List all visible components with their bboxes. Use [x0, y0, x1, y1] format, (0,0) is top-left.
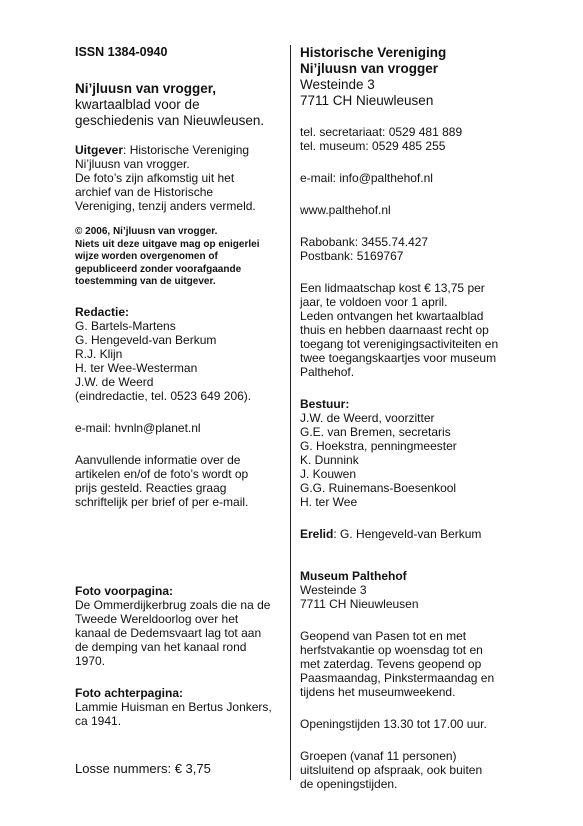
board-member: H. ter Wee — [300, 495, 358, 509]
board-block — [300, 397, 515, 509]
copyright-line: gepubliceerd zonder voorafgaande — [75, 263, 242, 275]
publisher-label: Uitgever — [75, 143, 124, 157]
bank-block — [300, 235, 515, 263]
back-photo-caption-line: ca 1941. — [75, 713, 122, 728]
colophon-right-column — [300, 45, 515, 791]
opening-line: herfstvakantie op woensdag tot en — [300, 643, 483, 657]
org-email: e-mail: info@palthehof.nl — [300, 171, 433, 185]
back-photo-block — [75, 686, 280, 728]
board-member: J. Kouwen — [300, 467, 357, 481]
membership-line: Leden ontvangen het kwartaalblad — [300, 309, 484, 323]
museum-title: Museum Palthehof — [300, 569, 407, 583]
editorial-email: e-mail: hvnln@planet.nl — [75, 420, 201, 435]
publisher-text: Ni’jluusn van vrogger. — [75, 157, 190, 171]
back-photo-caption-line: Lammie Huisman en Bertus Jonkers, — [75, 699, 272, 714]
opening-line: tijdens het museumweekend. — [300, 685, 456, 699]
magazine-subtitle-line: geschiedenis van Nieuwleusen. — [75, 113, 265, 128]
editor-name: R.J. Klijn — [75, 346, 123, 361]
bank-line: Rabobank: 3455.74.427 — [300, 235, 429, 249]
membership-line: jaar, te voldoen voor 1 april. — [300, 295, 448, 309]
copyright-line: © 2006, Ni’jluusn van vrogger. — [75, 226, 218, 237]
magazine-title-block — [75, 81, 280, 129]
editor-name: J.W. de Weerd — [75, 374, 154, 389]
issn: ISSN 1384-0940 — [75, 45, 168, 59]
org-title: Ni’jluusn van vrogger — [300, 61, 439, 76]
copyright-notice — [75, 226, 280, 289]
board-label: Bestuur: — [300, 397, 350, 411]
back-photo-label: Foto achterpagina: — [75, 685, 184, 700]
board-member: K. Dunnink — [300, 453, 359, 467]
groups-line: de openingstijden. — [300, 777, 398, 791]
opening-line: Paasmaandag, Pinkstermaandag en — [300, 671, 495, 685]
front-photo-block — [75, 584, 280, 668]
front-photo-caption-line: 1970. — [75, 653, 106, 668]
front-photo-caption-line: kanaal de Dedemsvaart lag tot aan — [75, 625, 262, 640]
magazine-title: Ni’jluusn van vrogger, — [75, 81, 217, 96]
single-issue-price: Losse nummers: € 3,75 — [75, 760, 211, 776]
colophon-left-column — [75, 45, 280, 776]
org-address-line: Westeinde 3 — [300, 77, 375, 92]
info-line: prijs gesteld. Reacties graag — [75, 480, 227, 495]
info-line: Aanvullende informatie over de — [75, 452, 241, 467]
groups-line: uitsluitend op afspraak, ook buiten — [300, 763, 483, 777]
editor-note: (eindredactie, tel. 0523 649 206). — [75, 388, 252, 403]
copyright-line: toestemming van de uitgever. — [75, 276, 216, 287]
publisher-text: Vereniging, tenzij anders vermeld. — [75, 199, 256, 213]
editorial-block — [75, 305, 280, 403]
editor-name: H. ter Wee-Westerman — [75, 360, 198, 375]
publisher-text: De foto’s zijn afkomstig uit het — [75, 171, 235, 185]
publisher-text: archief van de Historische — [75, 185, 214, 199]
opening-hours: Openingstijden 13.30 tot 17.00 uur. — [300, 717, 487, 731]
info-line: artikelen en/of de foto’s wordt op — [75, 466, 249, 481]
honorary-member-label: Erelid — [300, 527, 334, 541]
museum-block — [300, 569, 515, 611]
groups-paragraph — [300, 749, 515, 791]
board-member: G. Hoekstra, penningmeester — [300, 439, 457, 453]
board-member: G.E. van Bremen, secretaris — [300, 425, 451, 439]
phone-line: tel. museum: 0529 485 255 — [300, 139, 446, 153]
museum-opening-paragraph — [300, 629, 515, 699]
membership-line: toegang tot verenigingsactiviteiten en — [300, 337, 499, 351]
org-title: Historische Vereniging — [300, 45, 447, 60]
editorial-label: Redactie: — [75, 304, 130, 319]
magazine-subtitle-line: kwartaalblad voor de — [75, 97, 200, 112]
publisher-text: : Historische Vereniging — [123, 143, 250, 157]
front-photo-caption-line: de demping van het kanaal rond — [75, 639, 247, 654]
board-member: J.W. de Weerd, voorzitter — [300, 411, 435, 425]
bank-line: Postbank: 5169767 — [300, 249, 404, 263]
membership-line: twee toegangskaartjes voor museum — [300, 351, 497, 365]
publisher-block — [75, 143, 280, 213]
phone-line: tel. secretariaat: 0529 481 889 — [300, 125, 463, 139]
front-photo-caption-line: De Ommerdijkerbrug zoals die na de — [75, 597, 271, 612]
org-website: www.palthehof.nl — [300, 203, 391, 217]
membership-line: thuis en hebben daarnaast recht op — [300, 323, 489, 337]
honorary-member — [300, 527, 515, 541]
phone-block — [300, 125, 515, 153]
front-photo-label: Foto voorpagina: — [75, 583, 173, 598]
groups-line: Groepen (vanaf 11 personen) — [300, 749, 457, 763]
info-line: schriftelijk per brief of per e-mail. — [75, 494, 249, 509]
column-divider — [290, 45, 291, 780]
front-photo-caption-line: Tweede Wereldoorlog over het — [75, 611, 239, 626]
honorary-member-name: : G. Hengeveld-van Berkum — [333, 527, 482, 541]
org-address-line: 7711 CH Nieuwleusen — [300, 93, 434, 108]
opening-line: Geopend van Pasen tot en met — [300, 629, 467, 643]
editor-name: G. Hengeveld-van Berkum — [75, 332, 217, 347]
editor-name: G. Bartels-Martens — [75, 318, 176, 333]
org-title-block — [300, 45, 515, 109]
info-paragraph — [75, 453, 280, 509]
membership-line: Een lidmaatschap kost € 13,75 per — [300, 281, 485, 295]
museum-address-line: 7711 CH Nieuwleusen — [300, 597, 419, 611]
opening-line: met zaterdag. Tevens geopend op — [300, 657, 482, 671]
museum-address-line: Westeinde 3 — [300, 583, 367, 597]
copyright-line: Niets uit deze uitgave mag op enigerlei — [75, 238, 260, 250]
membership-paragraph — [300, 281, 515, 379]
copyright-line: wijze worden overgenomen of — [75, 251, 218, 262]
membership-line: Palthehof. — [300, 365, 355, 379]
board-member: G.G. Ruinemans-Boesenkool — [300, 481, 457, 495]
